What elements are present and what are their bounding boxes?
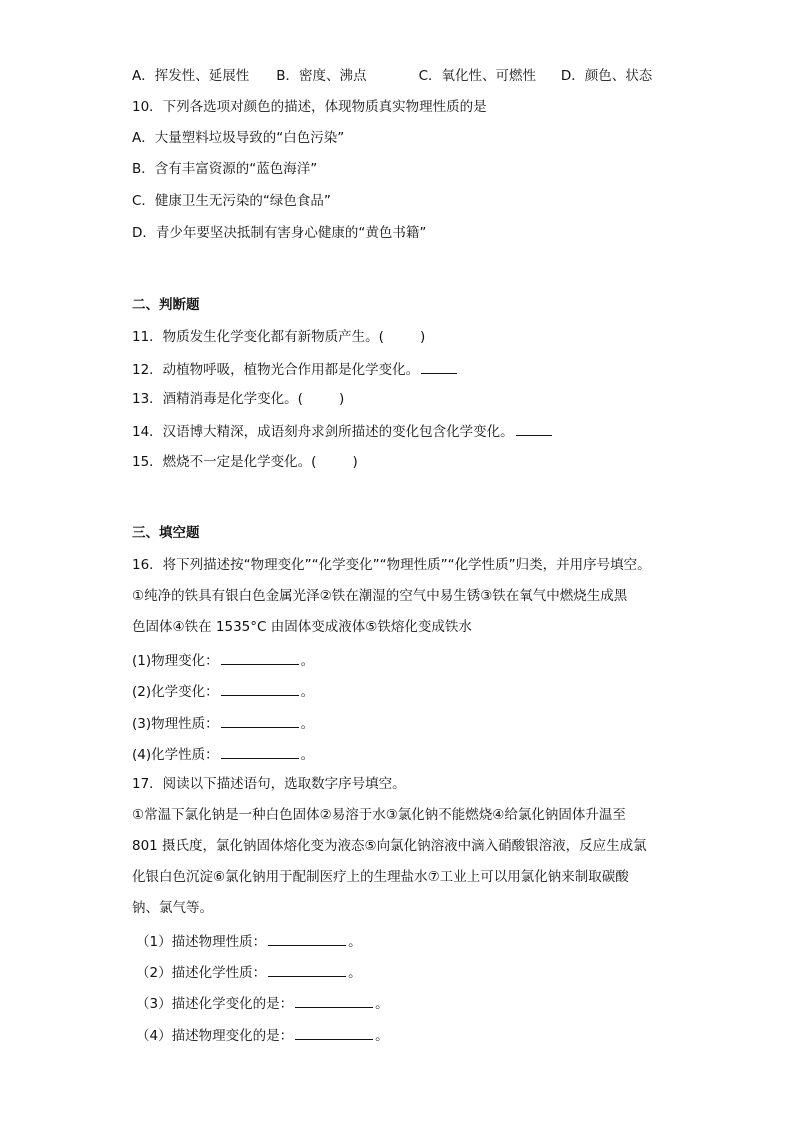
q16-sub-2 xyxy=(132,681,314,701)
q17-sub-2-label: （2）描述化学性质： xyxy=(136,965,267,981)
q17-text-line-4: 钠、氯气等。 xyxy=(132,900,213,916)
q14-answer-blank[interactable] xyxy=(516,421,552,436)
q16-sub-4 xyxy=(132,744,314,764)
q12 xyxy=(132,359,459,379)
q9-option-d: D．颜色、状态 xyxy=(560,68,653,84)
q16-sub-3-blank[interactable] xyxy=(221,713,299,728)
q16-sub-3 xyxy=(132,713,314,733)
q11 xyxy=(132,328,425,346)
q15-text: 15．燃烧不一定是化学变化。( xyxy=(132,454,317,470)
q12-text: 12．动植物呼吸，植物光合作用都是化学变化。 xyxy=(132,362,420,378)
q13-text: 13．酒精消毒是化学变化。( xyxy=(132,391,303,407)
q15-close-paren: ) xyxy=(352,454,358,470)
q16-sub-1 xyxy=(132,650,314,670)
q17-sub-2-blank[interactable] xyxy=(268,962,346,977)
q13 xyxy=(132,390,344,408)
q16-sub-4-blank[interactable] xyxy=(221,744,299,759)
q9-option-a: A．挥发性、延展性 xyxy=(132,68,250,84)
q17-sub-3-period: 。 xyxy=(375,996,389,1012)
q16-sub-2-period: 。 xyxy=(300,684,315,700)
q11-text: 11．物质发生化学变化都有新物质产生。( xyxy=(132,329,384,345)
q17-sub-3 xyxy=(136,993,389,1013)
q17-sub-4 xyxy=(136,1025,389,1045)
q17-sub-3-blank[interactable] xyxy=(295,993,373,1008)
q17-text-line-1: ①常温下氯化钠是一种白色固体②易溶于水③氯化钠不能燃烧④给氯化钠固体升温至 xyxy=(132,807,626,823)
q17-sub-1-blank[interactable] xyxy=(268,931,346,946)
q16-stem: 16．将下列描述按“物理变化”“化学变化”“物理性质”“化学性质”归类，并用序号填空。 xyxy=(132,557,651,573)
q16-sub-4-label: (4)化学性质： xyxy=(132,747,219,763)
q17-sub-4-period: 。 xyxy=(375,1028,389,1044)
q16-text-line-1: ①纯净的铁具有银白色金属光泽②铁在潮湿的空气中易生锈③铁在氧气中燃烧生成黑 xyxy=(132,588,628,604)
q10-option-a: A．大量塑料垃圾导致的“白色污染” xyxy=(132,130,345,146)
section-2-title: 二、判断题 xyxy=(132,297,200,313)
q17-stem: 17．阅读以下描述语句，选取数字序号填空。 xyxy=(132,776,406,792)
q16-sub-2-label: (2)化学变化： xyxy=(132,684,219,700)
q16-sub-1-blank[interactable] xyxy=(221,650,299,665)
q10-option-c: C．健康卫生无污染的“绿色食品” xyxy=(132,193,331,209)
q16-text-line-2: 色固体④铁在 1535°C 由固体变成液体⑤铁熔化变成铁水 xyxy=(132,619,472,635)
q16-sub-3-period: 。 xyxy=(300,716,315,732)
q16-sub-2-blank[interactable] xyxy=(221,681,299,696)
q17-text-line-3: 化银白色沉淀⑥氯化钠用于配制医疗上的生理盐水⑦工业上可以用氯化钠来制取碳酸 xyxy=(132,869,629,885)
q10-stem: 10．下列各选项对颜色的描述，体现物质真实物理性质的是 xyxy=(132,99,487,115)
q12-answer-blank[interactable] xyxy=(421,359,457,374)
q17-sub-1-label: （1）描述物理性质： xyxy=(136,934,267,950)
q16-sub-1-label: (1)物理变化： xyxy=(132,653,219,669)
section-3-title: 三、填空题 xyxy=(132,525,200,541)
q10-option-b: B．含有丰富资源的“蓝色海洋” xyxy=(132,161,318,177)
q15 xyxy=(132,453,358,471)
q17-sub-4-blank[interactable] xyxy=(295,1025,373,1040)
q11-close-paren: ) xyxy=(419,329,426,345)
q17-sub-1 xyxy=(136,931,362,951)
q17-sub-2-period: 。 xyxy=(348,965,362,981)
q14-text: 14．汉语博大精深，成语刻舟求剑所描述的变化包含化学变化。 xyxy=(132,424,514,440)
q17-sub-2 xyxy=(136,962,362,982)
q17-sub-4-label: （4）描述物理变化的是： xyxy=(136,1028,294,1044)
q16-sub-1-period: 。 xyxy=(300,653,315,669)
q14 xyxy=(132,421,554,441)
q17-text-line-2: 801 摄氏度，氯化钠固体熔化变为液态⑤向氯化钠溶液中滴入硝酸银溶液，反应生成氯 xyxy=(132,838,647,854)
q16-sub-3-label: (3)物理性质： xyxy=(132,716,219,732)
q9-option-b: B．密度、沸点 xyxy=(276,68,367,84)
q17-sub-1-period: 。 xyxy=(348,934,362,950)
q9-options xyxy=(132,67,652,85)
q10-option-d: D．青少年要坚决抵制有害身心健康的“黄色书籍” xyxy=(132,225,427,241)
q9-option-c: C．氧化性、可燃性 xyxy=(418,68,537,84)
q17-sub-3-label: （3）描述化学变化的是： xyxy=(136,996,294,1012)
q16-sub-4-period: 。 xyxy=(300,747,315,763)
q13-close-paren: ) xyxy=(338,391,345,407)
